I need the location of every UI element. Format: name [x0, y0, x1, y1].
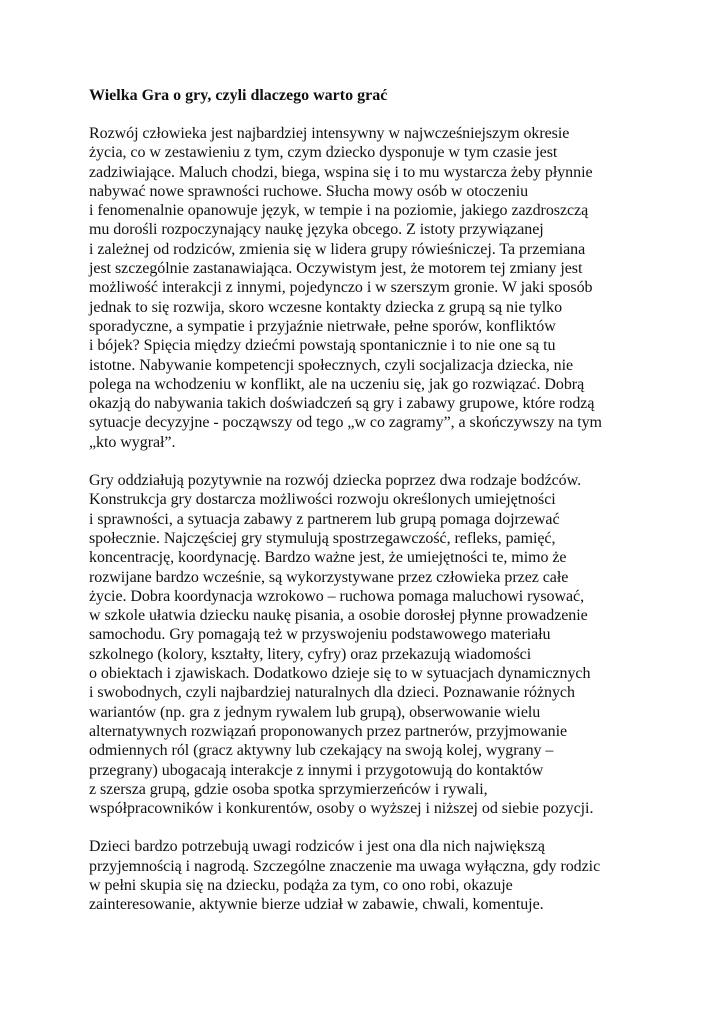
text-line: zainteresowanie, aktywnie bierze udział w zabawie, chwali, komentuje. [89, 896, 544, 914]
text-line: i fenomenalnie opanowuje język, w tempie i na poziomie, jakiego zazdroszczą [89, 202, 589, 220]
text-line: życia, co w zestawieniu z tym, czym dziecko dysponuje w tym czasie jest [89, 144, 558, 162]
text-line: zadziwiające. Maluch chodzi, biega, wspina się i to mu wystarcza żeby płynnie [89, 163, 593, 181]
text-line: jednak to się rozwija, skoro wczesne kontakty dziecka z grupą są nie tylko [89, 298, 563, 316]
text-line: społecznie. Najczęściej gry stymulują spostrzegawczość, refleks, pamięć, [89, 529, 556, 547]
text-line: mu dorośli rozpoczynający naukę języka obcego. Z istoty przywiązanej [89, 221, 544, 239]
paragraphs-container [89, 124, 634, 915]
text-line: przegrany) ubogacają interakcje z innymi i przygotowują do kontaktów [89, 761, 544, 779]
paragraph-3 [89, 837, 634, 914]
text-line: życie. Dobra koordynacja wzrokowo – ruchowa pomaga maluchowi rysować, [89, 587, 585, 605]
text-line: Konstrukcja gry dostarcza możliwości rozwoju określonych umiejętności [89, 491, 556, 509]
paragraph-1 [89, 124, 634, 452]
text-line: sytuacje decyzyjne - począwszy od tego „w co zagramy”, a skończywszy na tym [89, 414, 602, 432]
text-line: nabywać nowe sprawności ruchowe. Słucha mowy osób w otoczeniu [89, 182, 529, 200]
text-line: alternatywnych rozwiązań proponowanych przez partnerów, przyjmowanie [89, 722, 568, 740]
text-line: współpracowników i konkurentów, osoby o wyższej i niższej od siebie pozycji. [89, 800, 594, 818]
text-line: Dzieci bardzo potrzebują uwagi rodziców i jest ona dla nich największą [89, 838, 545, 856]
text-line: samochodu. Gry pomagają też w przyswojeniu podstawowego materiału [89, 626, 551, 644]
text-line: i zależnej od rodziców, zmienia się w lidera grupy rówieśniczej. Ta przemiana [89, 240, 586, 258]
text-line: polega na wchodzeniu w konflikt, ale na uczeniu się, jak go rozwiązać. Dobrą [89, 375, 585, 393]
text-line: w szkole ułatwia dziecku naukę pisania, a osobie dorosłej płynne prowadzenie [89, 607, 588, 625]
text-line: „kto wygrał”. [89, 433, 176, 451]
text-line: sporadyczne, a sympatie i przyjaźnie nietrwałe, pełne sporów, konfliktów [89, 317, 556, 335]
text-line: o obiektach i zjawiskach. Dodatkowo dzieje się to w sytuacjach dynamicznych [89, 665, 591, 683]
text-line: istotne. Nabywanie kompetencji społecznych, czyli socjalizacja dziecka, nie [89, 356, 574, 374]
text-line: i swobodnych, czyli najbardziej naturalnych dla dzieci. Poznawanie różnych [89, 684, 575, 702]
text-line: Gry oddziałują pozytywnie na rozwój dziecka poprzez dwa rodzaje bodźców. [89, 472, 582, 490]
text-line: rozwijane bardzo wcześnie, są wykorzystywane przez człowieka przez całe [89, 568, 569, 586]
document-body [89, 86, 634, 934]
text-line: możliwość interakcji z innymi, pojedynczo i w szerszym gronie. W jaki sposób [89, 279, 593, 297]
text-line: z szersza grupą, gdzie osoba spotka sprzymierzeńców i rywali, [89, 780, 488, 798]
text-line: Rozwój człowieka jest najbardziej intensywny w najwcześniejszym okresie [89, 125, 570, 142]
document-title: Wielka Gra o gry, czyli dlaczego warto grać [89, 87, 388, 104]
text-line: i bójek? Spięcia między dziećmi powstają spontanicznie i to nie one są tu [89, 337, 556, 355]
text-line: w pełni skupia się na dziecku, podąża za tym, co ono robi, okazuje [89, 876, 513, 894]
text-line: i sprawności, a sytuacja zabawy z partnerem lub grupą pomaga dojrzewać [89, 510, 560, 528]
text-line: okazją do nabywania takich doświadczeń są gry i zabawy grupowe, które rodzą [89, 395, 595, 413]
text-line: wariantów (np. gra z jednym rywalem lub grupą), obserwowanie wielu [89, 703, 541, 721]
text-line: jest szczególnie zastanawiająca. Oczywistym jest, że motorem tej zmiany jest [89, 260, 583, 278]
text-line: szkolnego (kolory, kształty, litery, cyfry) oraz przekazują wiadomości [89, 645, 532, 663]
text-line: odmiennych ról (gracz aktywny lub czekający na swoją kolej, wygrany – [89, 742, 554, 760]
text-line: przyjemnością i nagrodą. Szczególne znaczenie ma uwaga wyłączna, gdy rodzic [89, 857, 601, 875]
paragraph-2 [89, 471, 634, 818]
text-line: koncentrację, koordynację. Bardzo ważne jest, że umiejętności te, mimo że [89, 549, 567, 567]
